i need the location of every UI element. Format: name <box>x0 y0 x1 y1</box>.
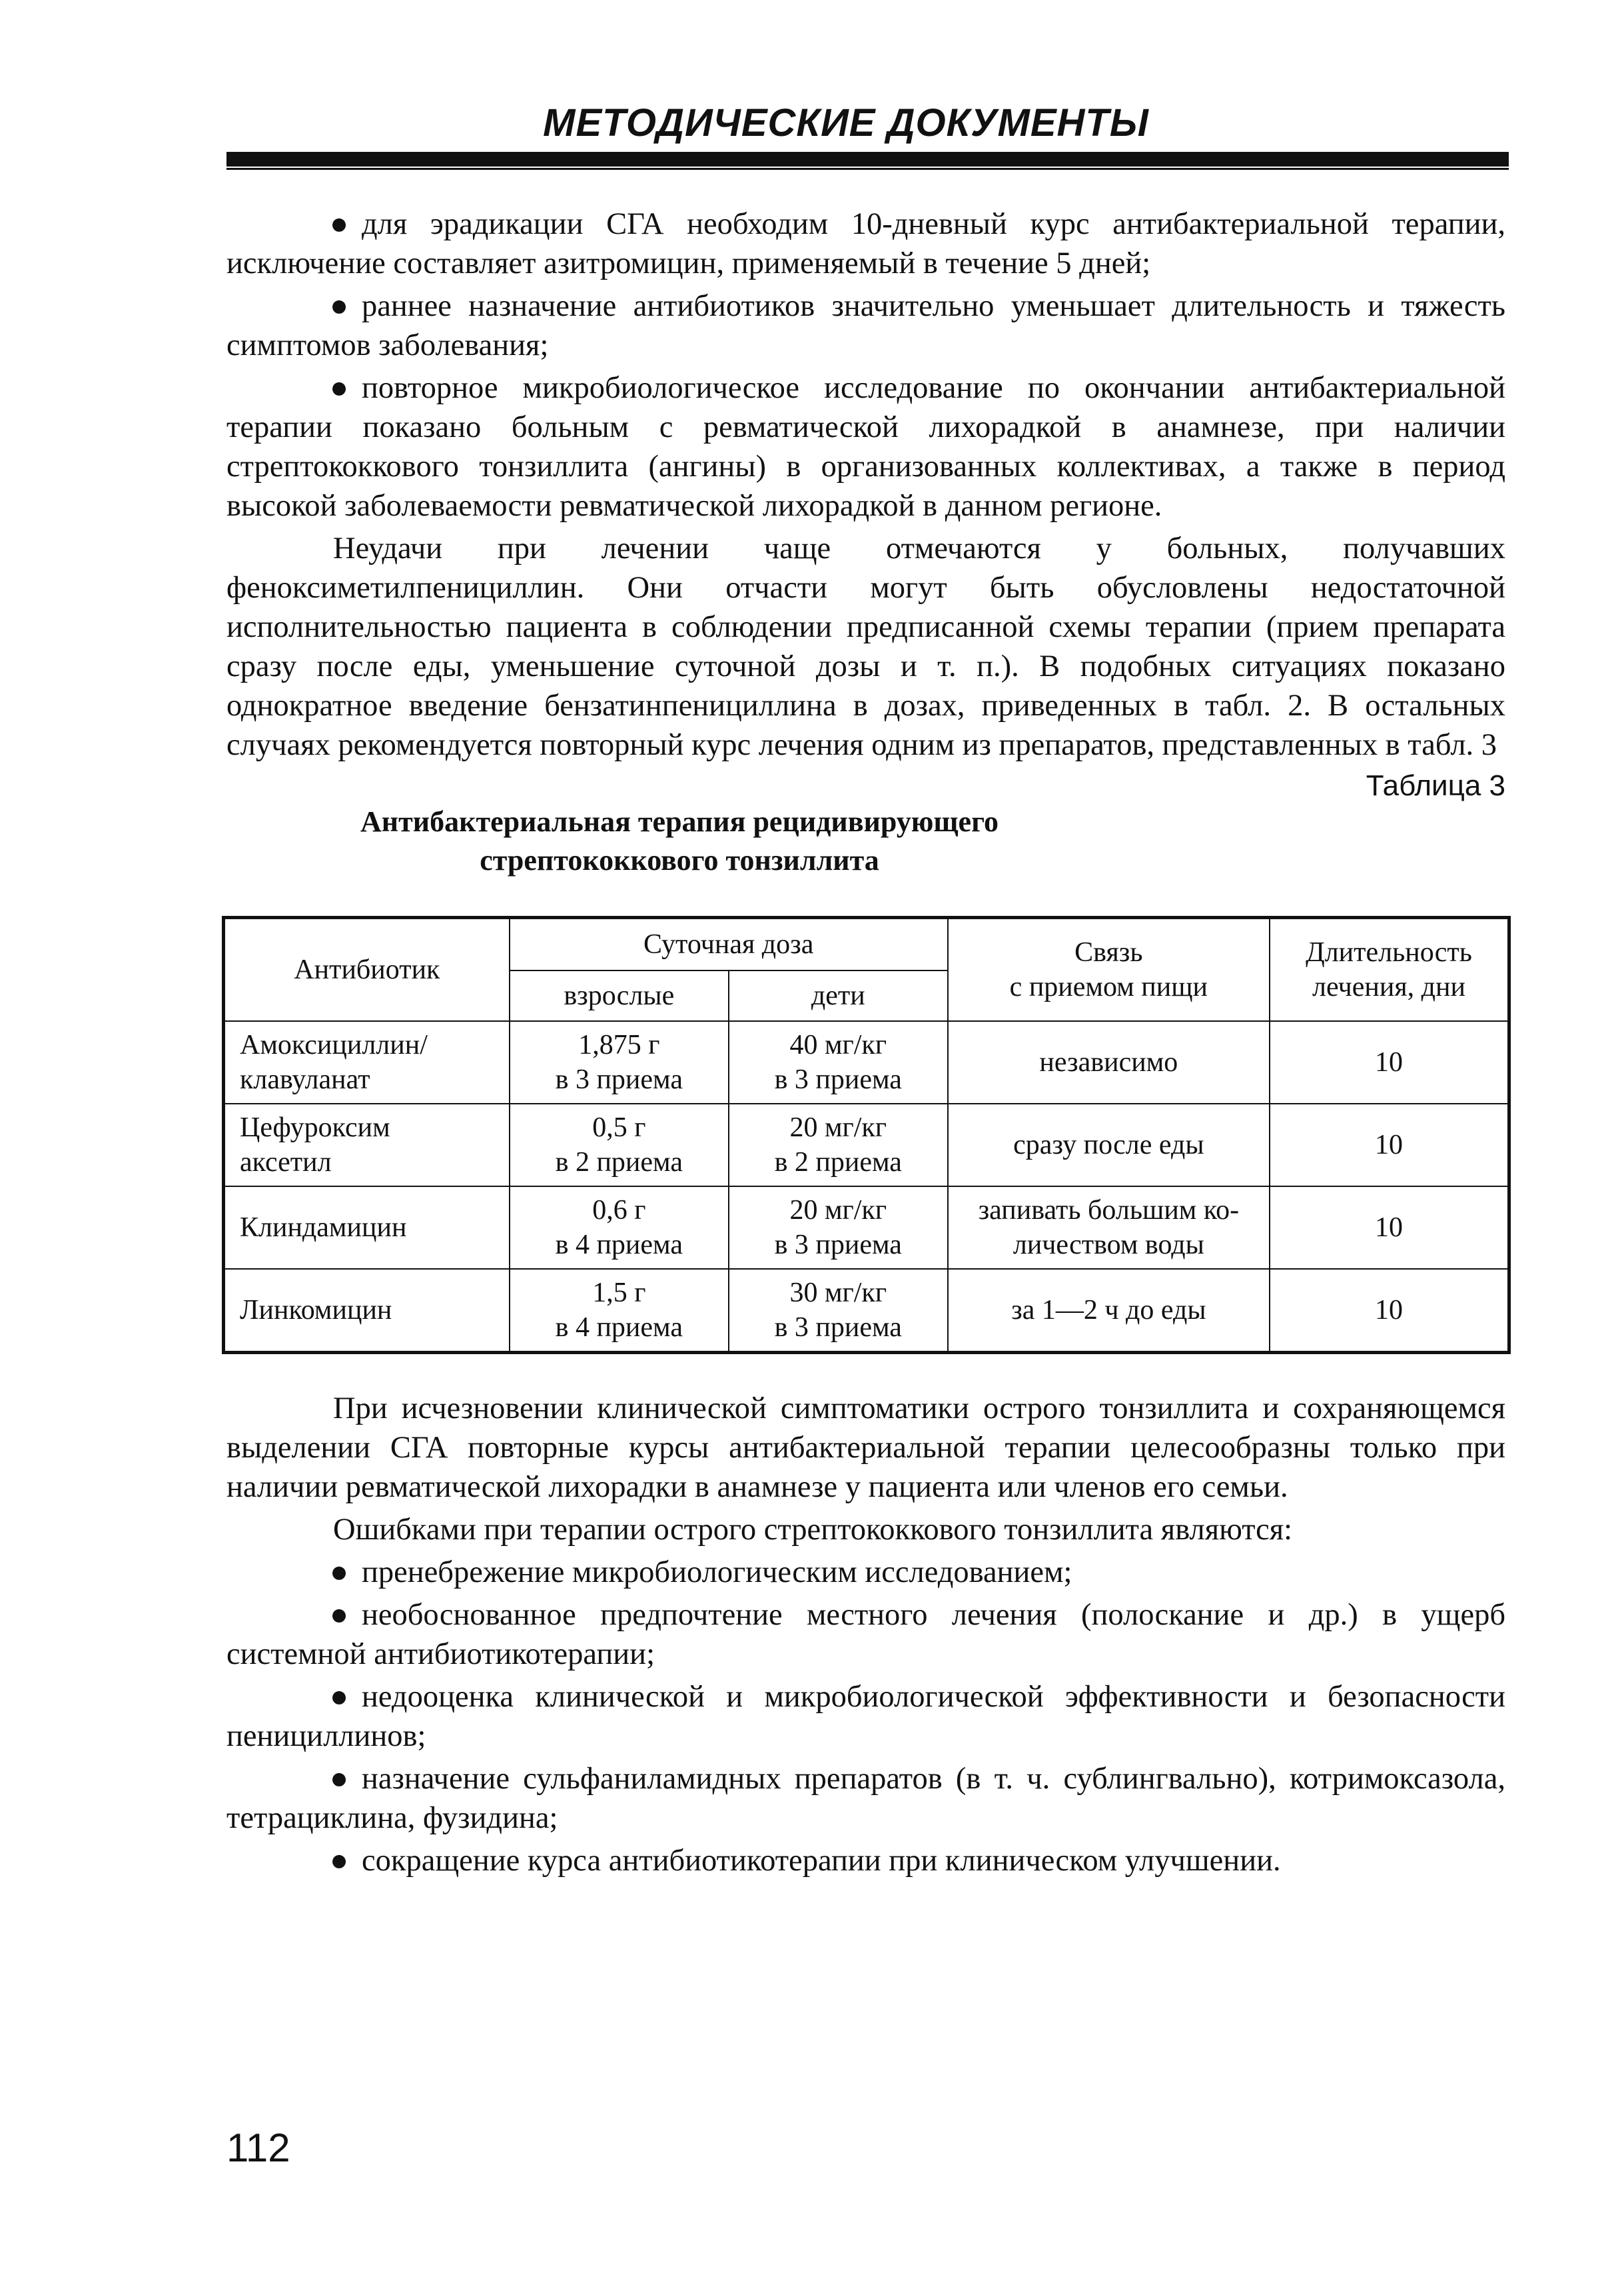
bullet-icon: ● <box>330 207 349 241</box>
header-rule-thin <box>226 168 1509 170</box>
cell-drug <box>224 1269 510 1353</box>
cell-line: 1,5 г <box>592 1278 646 1308</box>
cell-line: Клиндамицин <box>240 1212 407 1243</box>
table-caption-line: стрептококкового тонзиллита <box>480 844 879 877</box>
paragraph <box>226 204 1505 283</box>
cell-line: независимо <box>1039 1047 1178 1078</box>
cell-adult-dose <box>510 1269 729 1353</box>
header-line: Связь <box>1074 937 1143 968</box>
cell-line: в 3 приема <box>774 1312 902 1343</box>
paragraph <box>226 368 1505 526</box>
bullet-icon: ● <box>330 289 349 323</box>
paragraph <box>226 1510 1505 1549</box>
cell-line: 40 мг/кг <box>789 1030 887 1060</box>
paragraph-text: сокращение курса антибиотикотерапии при клиническом улучшении. <box>362 1844 1281 1878</box>
header-line: Длительность <box>1306 937 1472 968</box>
cell-line: 0,6 г <box>592 1195 646 1226</box>
cell-duration: 10 <box>1270 1186 1509 1269</box>
cell-line: аксетил <box>240 1147 332 1178</box>
paragraph <box>226 286 1505 365</box>
cell-line: 30 мг/кг <box>789 1278 887 1308</box>
cell-child-dose <box>729 1186 948 1269</box>
table-header-row <box>224 918 1509 971</box>
cell-line: в 3 приема <box>774 1230 902 1260</box>
paragraph <box>226 1677 1505 1756</box>
antibiotic-therapy-table <box>222 916 1511 1354</box>
table-row <box>224 1104 1509 1186</box>
paragraph-text: необоснованное предпочтение местного лечения (полоскание и др.) в ущерб системной антибиотикотерапии; <box>226 1598 1505 1671</box>
paragraph-text: При исчезновении клинической симптоматики острого тонзиллита и сохраняющемся выделении СГА повторные курсы антибактериальной терапии целесообразны только при наличии ревматической лихорадки в анамнезе у пациента или членов его семьи. <box>226 1391 1505 1504</box>
paragraph <box>226 1595 1505 1674</box>
cell-line: в 3 приема <box>774 1064 902 1095</box>
header-children: дети <box>729 970 948 1021</box>
table-caption-line: Антибактериальная терапия рецидивирующего <box>360 805 999 838</box>
cell-duration: 10 <box>1270 1021 1509 1104</box>
paragraph-text: раннее назначение антибиотиков значительно уменьшает длительность и тяжесть симптомов заболевания; <box>226 289 1505 362</box>
cell-line: клавуланат <box>240 1064 370 1095</box>
cell-line: в 4 приема <box>555 1230 683 1260</box>
paragraph-text: для эрадикации СГА необходим 10-дневный курс антибактериальной терапии, исключение составляет азитромицин, применяемый в течение 5 дней; <box>226 207 1505 280</box>
cell-duration: 10 <box>1270 1269 1509 1353</box>
cell-food-relation <box>948 1186 1270 1269</box>
running-header-title: МЕТОДИЧЕСКИЕ ДОКУМЕНТЫ <box>543 101 1149 145</box>
cell-line: в 3 приема <box>555 1064 683 1095</box>
bottom-text-block <box>226 1389 1505 1884</box>
cell-food-relation <box>948 1269 1270 1353</box>
page-number: 112 <box>226 2125 290 2170</box>
top-text-block <box>226 204 1505 768</box>
cell-duration: 10 <box>1270 1104 1509 1186</box>
cell-child-dose <box>729 1021 948 1104</box>
table-row <box>224 1021 1509 1104</box>
paragraph <box>226 1841 1505 1880</box>
cell-line: в 2 приема <box>555 1147 683 1178</box>
cell-line: 20 мг/кг <box>789 1112 887 1143</box>
bullet-icon: ● <box>330 1680 349 1714</box>
cell-line: в 4 приема <box>555 1312 683 1343</box>
cell-line: личеством воды <box>1013 1230 1204 1260</box>
table-number-label: Таблица 3 <box>1366 769 1505 802</box>
paragraph-text: недооценка клинической и микробиологической эффективности и безопасности пенициллинов; <box>226 1680 1505 1753</box>
cell-adult-dose <box>510 1186 729 1269</box>
bullet-icon: ● <box>330 1762 349 1796</box>
cell-food-relation <box>948 1104 1270 1186</box>
cell-drug <box>224 1021 510 1104</box>
cell-child-dose <box>729 1269 948 1353</box>
paragraph <box>226 1389 1505 1507</box>
table-row <box>224 1269 1509 1353</box>
header-adults: взрослые <box>510 970 729 1021</box>
cell-line: запивать большим ко- <box>978 1195 1240 1226</box>
bullet-icon: ● <box>330 1844 349 1878</box>
cell-child-dose <box>729 1104 948 1186</box>
header-antibiotic: Антибиотик <box>224 918 510 1022</box>
cell-line: Амоксициллин/ <box>240 1030 428 1060</box>
cell-line: сразу после еды <box>1013 1130 1204 1160</box>
table-row <box>224 1186 1509 1269</box>
paragraph <box>226 1759 1505 1838</box>
header-rule <box>226 152 1509 167</box>
bullet-icon: ● <box>330 1598 349 1632</box>
cell-line: 20 мг/кг <box>789 1195 887 1226</box>
cell-line: Цефуроксим <box>240 1112 390 1143</box>
paragraph-text: Ошибками при терапии острого стрептококкового тонзиллита являются: <box>333 1513 1293 1547</box>
cell-adult-dose <box>510 1021 729 1104</box>
header-line: лечения, дни <box>1312 972 1465 1002</box>
header-line: с приемом пищи <box>1009 972 1208 1002</box>
cell-adult-dose <box>510 1104 729 1186</box>
cell-drug <box>224 1104 510 1186</box>
cell-line: 0,5 г <box>592 1112 646 1143</box>
cell-line: в 2 приема <box>774 1147 902 1178</box>
table-caption <box>346 803 1013 880</box>
paragraph-text: повторное микробиологическое исследование по окончании антибактериальной терапии показано больным с ревматической лихорадкой в анамнезе, при наличии стрептококкового тонзиллита (ангины) в организованных коллективах, а также в период высокой заболеваемости ревматической лихорадкой в данном регионе. <box>226 371 1505 523</box>
paragraph <box>226 1553 1505 1592</box>
header-food-relation <box>948 918 1270 1022</box>
cell-line: Линкомицин <box>240 1295 392 1326</box>
header-duration <box>1270 918 1509 1022</box>
cell-drug <box>224 1186 510 1269</box>
cell-line: за 1—2 ч до еды <box>1011 1295 1206 1326</box>
header-daily-dose: Суточная доза <box>510 918 948 971</box>
paragraph-text: назначение сульфаниламидных препаратов (в т. ч. сублингвально), котримоксазола, тетрациклина, фузидина; <box>226 1762 1505 1835</box>
bullet-icon: ● <box>330 371 349 405</box>
cell-line: 1,875 г <box>578 1030 660 1060</box>
paragraph-text: пренебрежение микробиологическим исследованием; <box>362 1555 1072 1589</box>
cell-food-relation <box>948 1021 1270 1104</box>
paragraph-text: Неудачи при лечении чаще отмечаются у больных, получавших феноксиметилпенициллин. Они отчасти могут быть обусловлены недостаточной исполнительностью пациента в соблюдении предписанной схемы терапии (прием препарата сразу после еды, уменьшение суточной дозы и т. п.). В подобных ситуациях показано однократное введение бензатинпенициллина в дозах, приведенных в табл. 2. В остальных случаях рекомендуется повторный курс лечения одним из препаратов, представленных в табл. 3 <box>226 532 1505 762</box>
paragraph <box>226 529 1505 765</box>
bullet-icon: ● <box>330 1555 349 1589</box>
